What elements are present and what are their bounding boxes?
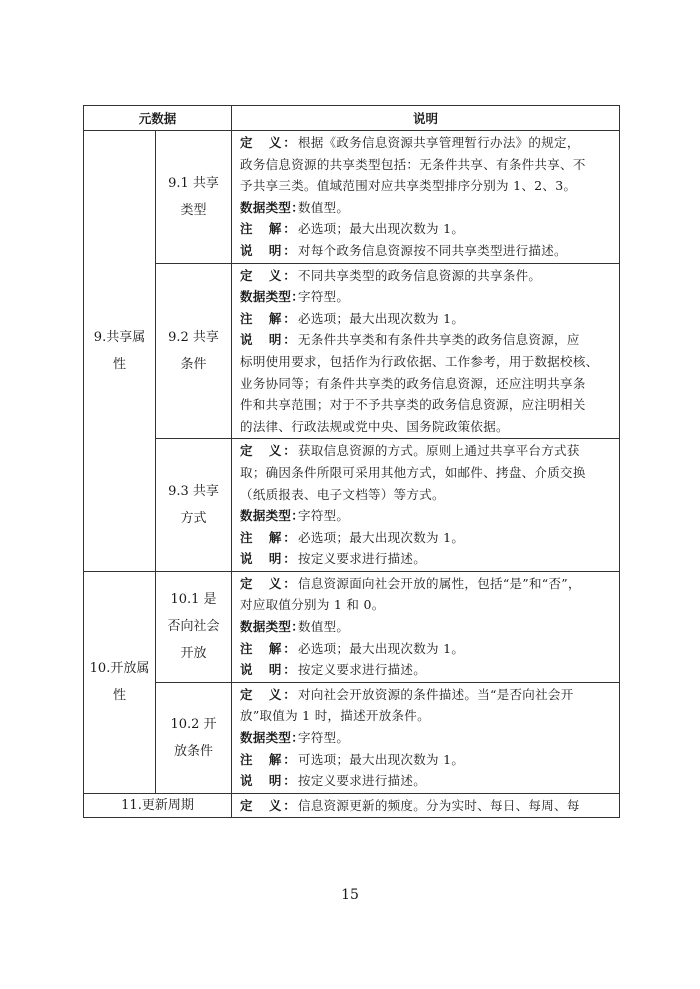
field-label: 注 解： [240,221,297,237]
group-cell [84,571,156,793]
description-cell [232,793,620,818]
description-line [240,548,615,570]
item-cell [156,263,232,439]
description-cell [232,131,620,264]
header-description: 说明 [232,106,620,131]
field-label: 注 解： [240,310,297,326]
description-line [240,218,615,240]
field-label: 注 解： [240,751,297,767]
description-line [240,154,615,176]
field-label: 说 明： [240,551,297,567]
field-text: 对应取值分别为 1 和 0。 [240,597,385,613]
field-label: 定 义： [240,575,297,591]
field-label: 数据类型： [240,730,305,746]
field-text: 政务信息资源的共享类型包括：无条件共享、有条件共享、不 [240,156,586,172]
field-text: 数值型。 [298,199,350,215]
field-label: 说 明： [240,332,297,348]
table-row [84,682,620,793]
description-line [240,749,615,771]
description-line [240,770,615,792]
page-number: 15 [341,887,359,903]
group-cell [84,131,156,572]
description-line [240,416,615,438]
description-line [240,638,615,660]
description-line [240,705,615,727]
description-cell [232,263,620,439]
field-text: 无条件共享类和有条件共享类的政务信息资源，应 [298,332,580,348]
field-text: 取；确因条件所限可采用其他方式，如邮件、拷盘、介质交换 [240,464,586,480]
field-text: 字符型。 [298,730,350,746]
description-line [240,594,615,616]
item-cell [156,682,232,793]
table-row [84,793,620,818]
description-line [240,462,615,484]
field-text: 按定义要求进行描述。 [298,662,427,678]
field-text: 按定义要求进行描述。 [298,773,427,789]
field-text: 字符型。 [298,508,350,524]
table-row [84,263,620,439]
description-line [240,373,615,395]
description-cell [232,682,620,793]
description-line [240,197,615,219]
description-line [240,727,615,749]
field-label: 定 义： [240,135,297,150]
field-label: 数据类型： [240,289,305,305]
description-line [240,684,615,706]
field-text: 信息资源更新的频度。分为实时、每日、每周、每 [298,797,580,813]
field-label: 定 义： [240,686,297,702]
item-name: 9.1 共享类型 [168,175,219,218]
description-line [240,265,615,287]
field-text: 信息资源面向社会开放的属性，包括“是”和“否”， [298,575,581,591]
field-text: 件和共享范围；对于不予共享类的政务信息资源，应注明相关 [240,397,586,413]
field-text: 业务协同等；有条件共享类的政务信息资源，还应注明共享条 [240,375,586,391]
group-name: 11.更新周期 [84,793,232,818]
field-label: 数据类型： [240,619,305,635]
field-text: 数值型。 [298,619,350,635]
description-line [240,573,615,595]
description-cell [232,439,620,572]
field-text: 对向社会开放资源的条件描述。当“是否向社会开 [298,686,574,702]
field-text: 必选项；最大出现次数为 1。 [298,221,465,237]
field-text: 必选项；最大出现次数为 1。 [298,529,465,545]
description-line [240,616,615,638]
description-line [240,132,615,154]
field-text: 的法律、行政法规或党中央、国务院政策依据。 [240,418,509,434]
group-name: 9.共享属性 [93,329,146,372]
table-row [84,571,620,682]
description-line [240,351,615,373]
table-row [84,439,620,572]
field-text: 不同共享类型的政务信息资源的共享条件。 [298,267,542,283]
item-name: 9.2 共享条件 [168,329,219,372]
description-line [240,175,615,197]
field-text: 可选项；最大出现次数为 1。 [298,751,465,767]
field-text: 必选项；最大出现次数为 1。 [298,640,465,656]
description-line [240,286,615,308]
item-cell [156,131,232,264]
field-label: 定 义： [240,797,297,813]
field-label: 定 义： [240,267,297,283]
field-text: 字符型。 [298,289,350,305]
field-label: 说 明： [240,662,297,678]
item-name: 10.2 开放条件 [170,716,217,759]
item-cell [156,571,232,682]
header-metadata: 元数据 [84,106,232,131]
field-label: 注 解： [240,640,297,656]
description-line [240,240,615,262]
field-label: 数据类型： [240,199,305,215]
description-line [240,308,615,330]
field-text: 根据《政务信息资源共享管理暂行办法》的规定， [298,135,580,150]
table-row [84,131,620,264]
field-text: （纸质报表、电子文档等）等方式。 [240,486,445,502]
field-text: 必选项；最大出现次数为 1。 [298,310,465,326]
item-name: 9.3 共享方式 [168,484,219,527]
field-text: 按定义要求进行描述。 [298,551,427,567]
description-cell [232,571,620,682]
description-line [240,795,615,817]
group-name: 10.开放属性 [89,661,150,704]
table-header-row [84,106,620,131]
field-label: 定 义： [240,443,297,459]
field-label: 说 明： [240,773,297,789]
field-text: 标明使用要求，包括作为行政依据、工作参考，用于数据校核、 [240,353,599,369]
metadata-table [83,105,620,818]
description-line [240,440,615,462]
field-label: 数据类型： [240,508,305,524]
field-label: 说 明： [240,242,297,258]
description-line [240,505,615,527]
description-line [240,394,615,416]
field-text: 获取信息资源的方式。原则上通过共享平台方式获 [298,443,580,459]
field-text: 对每个政务信息资源按不同共享类型进行描述。 [298,242,567,258]
description-line [240,659,615,681]
item-name: 10.1 是否向社会开放 [167,592,220,662]
description-line [240,484,615,506]
field-text: 予共享三类。值域范围对应共享类型排序分别为 1、2、3。 [240,178,577,194]
description-line [240,329,615,351]
field-label: 注 解： [240,529,297,545]
description-line [240,527,615,549]
field-text: 放”取值为 1 时，描述开放条件。 [240,708,430,724]
item-cell [156,439,232,572]
table-body [84,131,620,818]
